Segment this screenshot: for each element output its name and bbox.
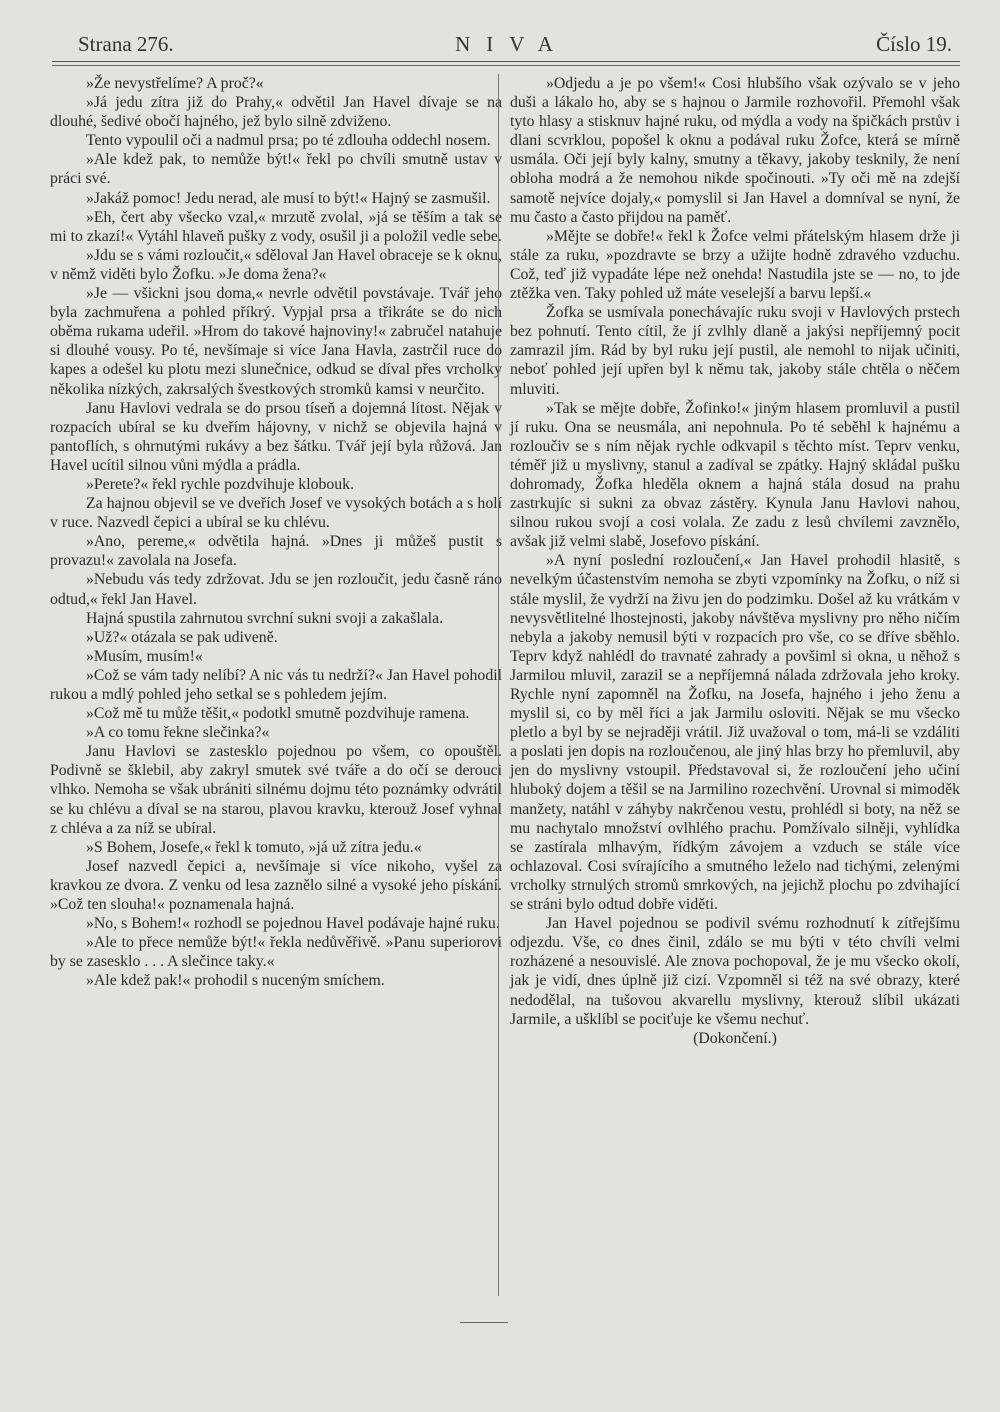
paragraph: »Nebudu vás tedy zdržovat. Jdu se jen rozloučit, jedu časně ráno odtud,« řekl Jan Havel.: [50, 571, 502, 608]
paragraph: »No, s Bohem!« rozhodl se pojednou Havel podávaje hajné ruku.: [86, 915, 500, 933]
paragraph: »Ale to přece nemůže být!« řekla nedůvěřivě. »Panu superiorovi by se zasesklo . . . A slečince taky.«: [50, 934, 502, 971]
paragraph: Janu Havlovi se zastesklo pojednou po všem, co opouštěl. Podivně se šklebil, aby zakryl smutek své tváře a do očí se derouci vlhko. Nemoha se však ubrániti silnému dojmu této poznámky odvrátil se ku chlévu a díval se na starou, plavou kravku, kterouž Josef vyhnal z chléva a za níž se ubíral.: [50, 743, 502, 837]
paragraph: »Což se vám tady nelíbí? A nic vás tu nedrží?« Jan Havel pohodil rukou a mdlý pohled jeho setkal se s pohledem jejím.: [50, 666, 502, 703]
left-column: [50, 74, 502, 991]
paragraph: »Eh, čert aby všecko vzal,« mrzutě zvolal, »já se těším a tak se mi to zkazí!« Vytáhl hlaveň pušky z vody, osušil ji a položil vedle sebe.: [50, 208, 502, 245]
paragraph: »Což mě tu může těšit,« podotkl smutně pozdvihuje ramena.: [86, 705, 470, 723]
paragraph: »Jakáž pomoc! Jedu nerad, ale musí to být!« Hajný se zasmušil.: [86, 189, 491, 207]
end-mark: (Dokončení.): [693, 1029, 777, 1047]
header-rule: [52, 61, 960, 62]
paragraph: »Ale kdež pak!« prohodil s nuceným smíchem.: [86, 972, 385, 990]
paragraph: »A nyní poslední rozloučení,« Jan Havel prohodil hlasitě, s nevelkým účastenstvím nemoha se zbyti vzpomínky na Žofku, o níž si stále myslil, že vydrží na živu jen do podzimku. Došel až ku vrátkám v nevysvětlitelné lhostejnosti, jakoby návštěva myslivny pro něho ničím nebyla a jakoby nemusil býti v rozpacích pro vše, co se dříve sběhlo. Teprv když nahlédl do travnaté zahrady a povšiml si okna, u něhož s Jarmilou mluvil, zarazil se a nepříjemná nálada zdržovala jeho kroky. Rychle nyní zapomněl na Žofku, na Josefa, hajného i jeho ženu a myslil si, co by měl říci a jak Jarmilu osloviti. Nějak se mu všecko pletlo a byl by se nejraději vrátil. Již uvažoval o tom, má-li se vzdáliti a poslati jen dopis na rozloučenou, ale jiný hlas brzy ho přemluvil, aby jen do myslivny vstoupil. Představoval si, že rozloučení jeho učiní hluboký dojem a těšil se na Jarmilino rozechvění. Urovnal si mimoděk manžety, natáhl v záhyby nakrčenou vestu, prohlédl si boty, na něž se mu nachytalo množství ovlhlého prachu. Pomžívalo silněji, vyhlídka se zastírala mlhavým, řídkým závojem a vzduch se stále více ochlazoval. Cosi svírajícího a smutného leželo nad tichými, zelenými vrcholky strnulých stromů smrkových, na jejichž plochu po zdvihající se stráni bylo odtud dobře viděti.: [510, 552, 960, 914]
column-divider: [498, 74, 499, 1296]
header-rule-secondary: [52, 65, 960, 66]
paragraph: »Ale kdež pak, to nemůže být!« řekl po chvíli smutně ustav v práci své.: [50, 151, 502, 188]
paragraph: »Mějte se dobře!« řekl k Žofce velmi přátelským hlasem drže ji stále za ruku, »pozdravte se brzy a užijte hodně zdravého vzduchu. Což, teď již vypadáte lépe než onehda! Nastudila jste se — no, to jde ztěžka ven. Taky pohled už máte veselejší a barvu lepší.«: [510, 227, 960, 303]
paragraph: Janu Havlovi vedrala se do prsou tíseň a dojemná lítost. Nějak v rozpacích ubíral se ku dveřím hájovny, v nichž se objevila hajná v pantoflích, s ohrnutými rukávy a bez šátku. Tvář její byla růžová. Jan Havel ucítil silnou vůni mýdla a prádla.: [50, 399, 502, 474]
paragraph: Tento vypoulil oči a nadmul prsa; po té zdlouha oddechl nosem.: [86, 132, 491, 150]
paragraph: »Jdu se s vámi rozloučit,« sděloval Jan Havel obraceje se k oknu, v němž viděti bylo Žofku. »Je doma žena?«: [50, 246, 502, 283]
paragraph: »A co tomu řekne slečinka?«: [86, 724, 270, 742]
paragraph: Hajná spustila zahrnutou svrchní sukni svoji a zakašlala.: [86, 609, 444, 627]
paragraph: »Já jedu zítra již do Prahy,« odvětil Jan Havel dívaje se na dlouhé, šedivé obočí hajného, jež bylo silně zdviženo.: [50, 94, 502, 131]
paragraph: »Tak se mějte dobře, Žofinko!« jiným hlasem promluvil a pustil jí ruku. Ona se neusmála, ani nepohnula. Po té seběhl k hajnému a rozloučiv se s ním nějak rychle odkvapil s těchto míst. Teprv venku, téměř již u myslivny, stanul a zadíval se zpátky. Hajný skládal pušku dohromady, Žofka hleděla oknem a hajná stála dosud na prahu zastrkujíc si sukni za obvaz zástěry. Kynula Janu Havlovi nahou, silnou rukou svojí a cosi volala. Ze zadu z lesů chvílemi zavznělo, avšak již velmi slabě, Josefovo pískání.: [510, 399, 960, 551]
paragraph: »Musím, musím!«: [86, 647, 203, 665]
paragraph: Žofka se usmívala ponechávajíc ruku svoji v Havlových prstech bez pohnutí. Tento cítil, že jí zvlhly dlaně a jakýsi nepříjemný pocit zamrazil jím. Rád by byl ruku její pustil, ale nemohl to nijak učiniti, neboť pohled její upřen byl k němu tak, jakoby stále chtěla o něčem mluviti.: [510, 304, 960, 398]
paragraph: »S Bohem, Josefe,« řekl k tomuto, »já už zítra jedu.«: [86, 838, 422, 856]
paragraph: »Je — všickni jsou doma,« nevrle odvětil povstávaje. Tvář jeho byla zachmuřena a pohled příkrý. Vypjal prsa a třikráte se do nich oběma rukama udeřil. »Hrom do takové hajnoviny!« zabručel natahuje si dlouhé vousy. Po té, nevšímaje si více Jana Havla, zastrčil ruce do kapes a odešel ku plotu mezi slunečnice, odkud se díval přes vrcholky několika nízkých, zakrsalých švestkových stromků kamsi v neurčito.: [50, 285, 502, 398]
footer-rule: [460, 1322, 508, 1323]
paragraph: Jan Havel pojednou se podivil svému rozhodnutí k zítřejšímu odjezdu. Vše, co dnes činil, zdálo se mu býti v této chvíli velmi rozházené a nesouvislé. Ale znova pochopoval, že je mu všecko okolí, jak je vidí, dnes úplně již cizí. Vzpomněl si též na své obrazy, které nedodělal, na tušovou akvarellu myslivny, kterouž slíbil ukázati Jarmile, a ušklíbl se pociťuje ke všemu nechuť.: [510, 915, 960, 1028]
right-column: [510, 74, 960, 1048]
paragraph: Za hajnou objevil se ve dveřích Josef ve vysokých botách a s holí v ruce. Nazvedl čepici a ubíral se ku chlévu.: [50, 495, 502, 532]
right-column-body: [510, 74, 960, 1029]
paragraph: »Už?« otázala se pak udiveně.: [86, 628, 278, 646]
paragraph: »Že nevystřelíme? A proč?«: [86, 75, 264, 92]
paragraph: Josef nazvedl čepici a, nevšímaje si více nikoho, vyšel za kravkou ze dvora. Z venku od lesa zaznělo silné a vysoké jeho pískání. »Což ten slouha!« poznamenala hajná.: [50, 857, 502, 914]
issue-number: Číslo 19.: [876, 32, 952, 56]
page-number: Strana 276.: [78, 32, 174, 56]
paragraph: »Odjedu a je po všem!« Cosi hlubšího však ozývalo se v jeho duši a lákalo ho, aby se s hajnou o Jarmile rozhovořil. Přemohl však tyto hlasy a stisknuv hajné ruku, od mýdla a vody na špičkách prstův i dlani scvrklou, popošel k oknu a podával ruku Žofce, která se mírně usmála. Oči její byly kalny, smutny a těkavy, jakoby tesknily, že není obloha modrá a že nemohou nikde spočinouti. »Ty oči mě na zdejší samotě nejvíce dojaly,« pomyslil si Jan Havel a domníval se nyní, že mu často a často přijdou na paměť.: [510, 75, 960, 226]
page-header: [72, 30, 952, 64]
paragraph: »Perete?« řekl rychle pozdvihuje klobouk.: [86, 475, 355, 493]
paragraph: »Ano, pereme,« odvětila hajná. »Dnes ji můžeš pustit s provazu!« zavolala na Josefa.: [50, 533, 502, 570]
journal-title: NIVA: [455, 32, 569, 56]
